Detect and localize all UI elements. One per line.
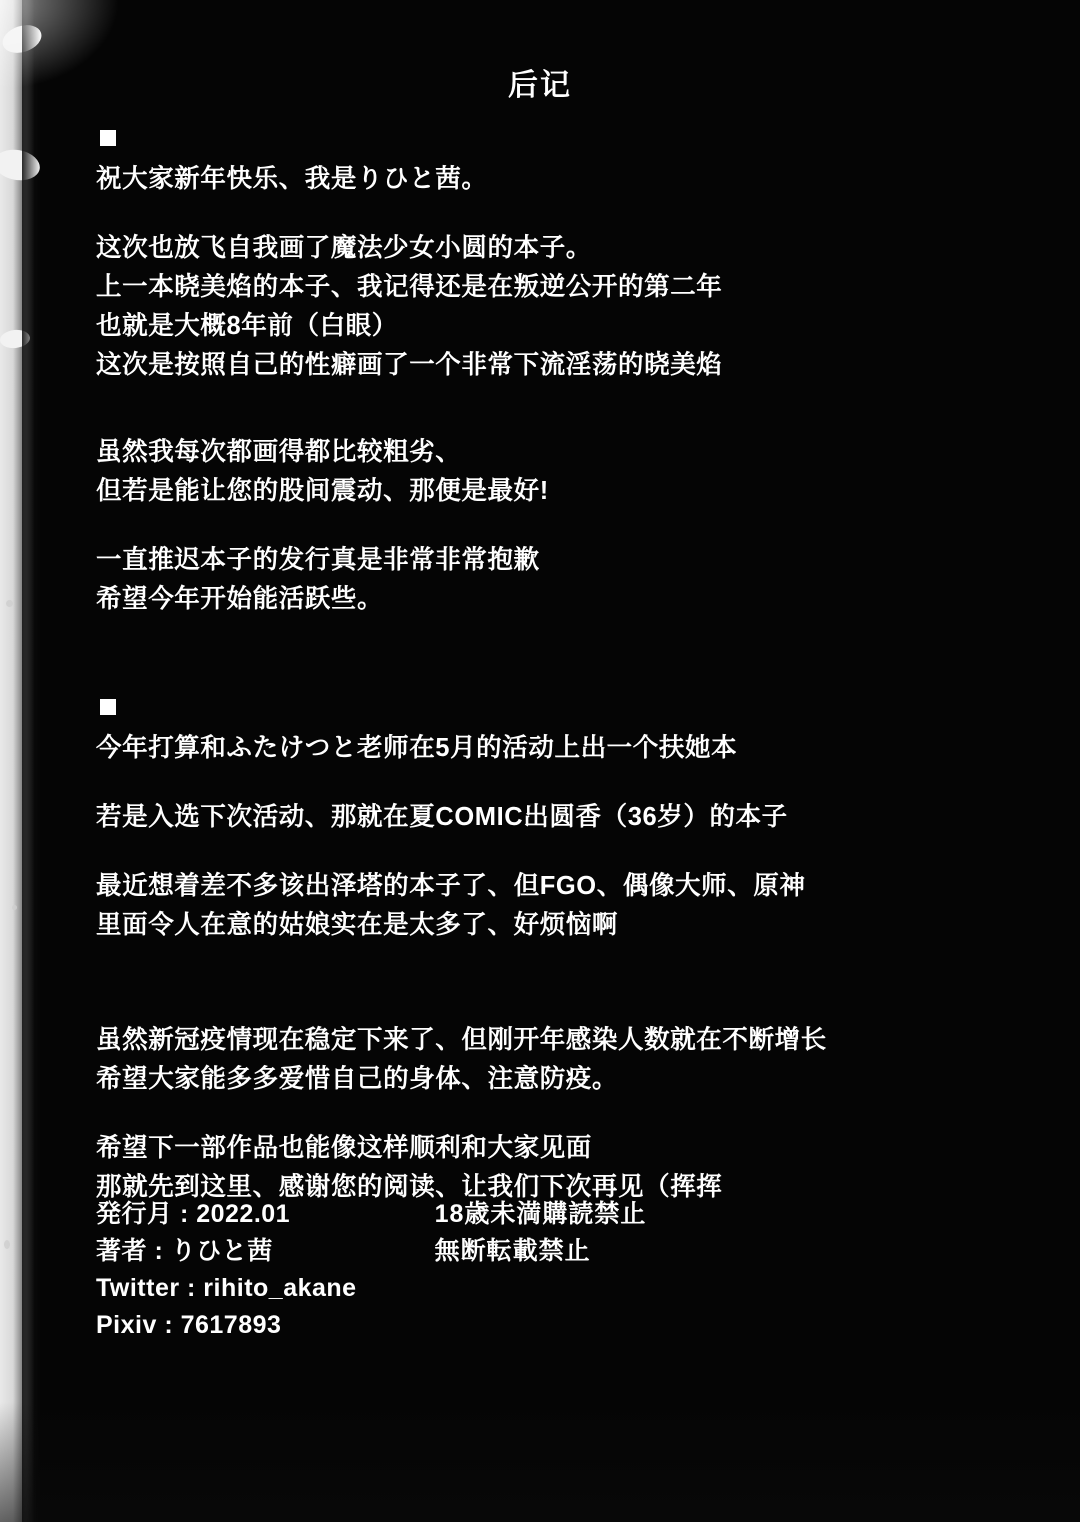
text-line: 一直推迟本子的发行真是非常非常抱歉: [96, 546, 540, 574]
text-line: 最近想着差不多该出泽塔的本子了、但FGO、偶像大师、原神: [96, 872, 806, 900]
text-line: 那就先到这里、感谢您的阅读、让我们下次再见（挥挥: [96, 1173, 723, 1201]
text-line: 但若是能让您的股间震动、那便是最好!: [96, 477, 549, 505]
scan-bottom-shadow: [0, 1402, 1080, 1522]
text-line: 上一本晓美焰的本子、我记得还是在叛逆公开的第二年: [96, 273, 723, 301]
paragraph: [96, 433, 956, 511]
text-line: 希望今年开始能活跃些。: [96, 585, 384, 613]
colophon-notices: [435, 1196, 647, 1344]
text-line: 今年打算和ふたけつと老师在5月的活动上出一个扶她本: [96, 734, 738, 762]
paragraph: [96, 798, 956, 837]
paragraph: [96, 1021, 956, 1099]
page-title: 后记: [508, 69, 572, 102]
spacer: [96, 653, 956, 699]
text-line: 这次也放飞自我画了魔法少女小圆的本子。: [96, 234, 592, 262]
age-restriction-notice: 18歳未満購読禁止: [434, 1200, 647, 1228]
scan-speck: [4, 1240, 10, 1249]
afterword-body: [96, 130, 956, 1241]
afterword-section: [96, 130, 956, 619]
scan-artifact: [0, 328, 31, 349]
reproduction-prohibited-notice: 無断転載禁止: [434, 1237, 591, 1265]
scan-speck: [12, 905, 17, 910]
square-bullet-icon: [100, 699, 116, 715]
paragraph: [96, 160, 956, 199]
text-line: 也就是大概8年前（白眼）: [96, 312, 398, 340]
scan-artifact: [0, 20, 45, 57]
text-line: 希望大家能多多爱惜自己的身体、注意防疫。: [96, 1065, 619, 1093]
scan-speck: [6, 600, 13, 607]
spacer: [96, 415, 956, 433]
author-name: 著者 : りひと茜: [96, 1237, 273, 1265]
publication-date: 発行月 : 2022.01: [96, 1200, 291, 1228]
spacer: [96, 975, 956, 1021]
text-line: 里面令人在意的姑娘实在是太多了、好烦恼啊: [96, 911, 619, 939]
paragraph: [96, 541, 956, 619]
square-bullet-icon: [100, 130, 116, 146]
scan-artifact: [0, 146, 42, 184]
twitter-handle: Twitter : rihito_akane: [96, 1274, 357, 1302]
text-line: 希望下一部作品也能像这样顺利和大家见面: [96, 1134, 592, 1162]
scan-left-edge: [0, 0, 34, 1522]
afterword-section: [96, 699, 956, 1207]
text-line: 这次是按照自己的性癖画了一个非常下流淫荡的晓美焰: [96, 351, 723, 379]
paragraph: [96, 867, 956, 945]
colophon: [96, 1196, 956, 1344]
pixiv-id: Pixiv : 7617893: [96, 1311, 282, 1339]
text-line: 祝大家新年快乐、我是りひと茜。: [96, 165, 488, 193]
text-line: 若是入选下次活动、那就在夏COMIC出圆香（36岁）的本子: [96, 803, 788, 831]
text-line: 虽然我每次都画得都比较粗劣、: [96, 438, 462, 466]
text-line: 虽然新冠疫情现在稳定下来了、但刚开年感染人数就在不断增长: [96, 1026, 827, 1054]
colophon-publication-info: [96, 1196, 357, 1344]
paragraph: [96, 729, 956, 768]
paragraph: [96, 229, 956, 385]
